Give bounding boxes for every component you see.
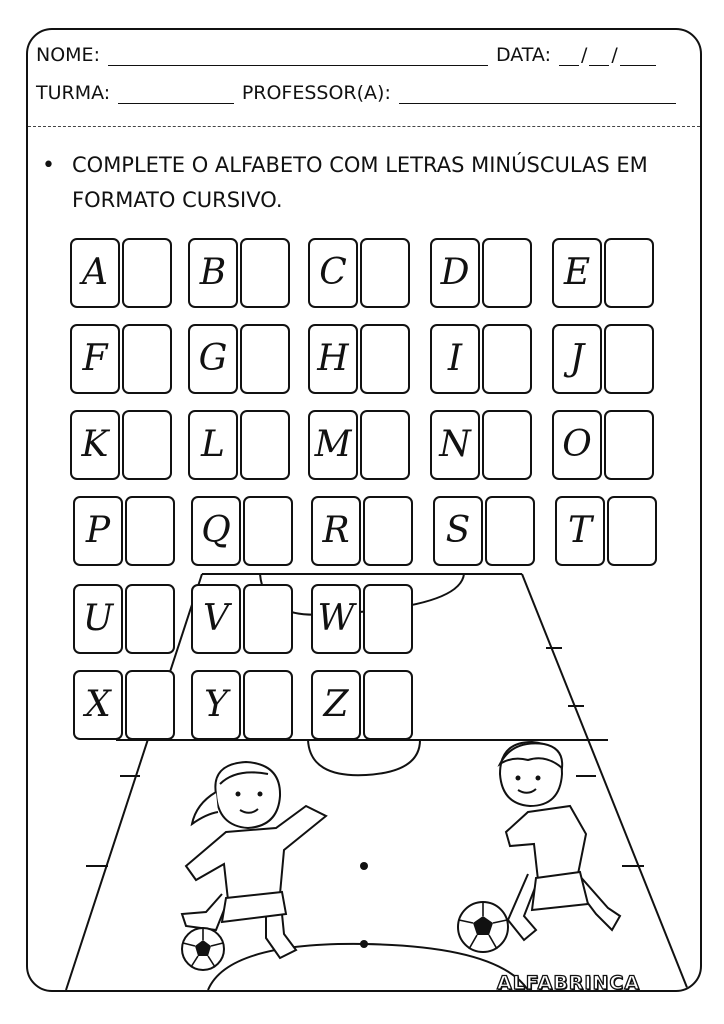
uppercase-letter: U — [82, 598, 114, 639]
lowercase-answer-box[interactable] — [485, 496, 535, 566]
letter-pair — [70, 238, 172, 308]
uppercase-letter-box — [552, 410, 602, 480]
uppercase-letter-box — [430, 410, 480, 480]
letter-pair — [191, 670, 293, 740]
lowercase-answer-box[interactable] — [360, 238, 410, 308]
lowercase-answer-box[interactable] — [363, 496, 413, 566]
uppercase-letter: Q — [201, 510, 231, 551]
logo: ALFABRINCA — [497, 972, 641, 994]
letter-pair — [73, 496, 175, 566]
uppercase-letter: M — [314, 424, 352, 465]
uppercase-letter-box — [430, 324, 480, 394]
lowercase-answer-box[interactable] — [125, 496, 175, 566]
uppercase-letter-box — [70, 238, 120, 308]
letter-pair — [552, 324, 654, 394]
letter-pair — [70, 324, 172, 394]
letter-pair — [191, 496, 293, 566]
uppercase-letter: C — [319, 252, 347, 293]
letter-pair — [311, 496, 413, 566]
lowercase-answer-box[interactable] — [482, 238, 532, 308]
uppercase-letter-box — [191, 496, 241, 566]
date-separator: / — [580, 44, 588, 66]
lowercase-answer-box[interactable] — [122, 324, 172, 394]
letter-pair — [552, 238, 654, 308]
uppercase-letter-box — [73, 670, 123, 740]
lowercase-answer-box[interactable] — [604, 238, 654, 308]
uppercase-letter: Y — [204, 684, 228, 725]
letter-pair — [311, 670, 413, 740]
lowercase-answer-box[interactable] — [604, 324, 654, 394]
uppercase-letter: R — [322, 510, 350, 551]
uppercase-letter: K — [81, 424, 109, 465]
uppercase-letter: H — [317, 338, 349, 379]
letter-pair — [188, 324, 290, 394]
uppercase-letter-box — [552, 238, 602, 308]
uppercase-letter-box — [308, 238, 358, 308]
letter-pair — [70, 410, 172, 480]
uppercase-letter: L — [201, 424, 225, 465]
uppercase-letter: X — [85, 684, 111, 725]
uppercase-letter-box — [70, 410, 120, 480]
uppercase-letter-box — [73, 584, 123, 654]
teacher-label: PROFESSOR(A): — [241, 82, 391, 104]
uppercase-letter-box — [70, 324, 120, 394]
uppercase-letter: I — [447, 338, 463, 379]
lowercase-answer-box[interactable] — [122, 238, 172, 308]
uppercase-letter: A — [82, 252, 108, 293]
lowercase-answer-box[interactable] — [240, 238, 290, 308]
uppercase-letter: Z — [323, 684, 349, 725]
uppercase-letter: N — [439, 424, 471, 465]
uppercase-letter: G — [198, 338, 228, 379]
uppercase-letter: S — [445, 510, 471, 551]
lowercase-answer-box[interactable] — [360, 410, 410, 480]
uppercase-letter-box — [188, 324, 238, 394]
lowercase-answer-box[interactable] — [125, 584, 175, 654]
uppercase-letter-box — [188, 238, 238, 308]
lowercase-answer-box[interactable] — [243, 584, 293, 654]
lowercase-answer-box[interactable] — [243, 670, 293, 740]
uppercase-letter: D — [440, 252, 470, 293]
uppercase-letter-box — [311, 670, 361, 740]
uppercase-letter-box — [433, 496, 483, 566]
lowercase-answer-box[interactable] — [240, 410, 290, 480]
letter-pair — [433, 496, 535, 566]
lowercase-answer-box[interactable] — [604, 410, 654, 480]
letter-pair — [430, 238, 532, 308]
lowercase-answer-box[interactable] — [482, 324, 532, 394]
uppercase-letter-box — [311, 584, 361, 654]
letter-pair — [430, 324, 532, 394]
letter-pair — [308, 238, 410, 308]
uppercase-letter-box — [308, 324, 358, 394]
bullet-icon: • — [42, 153, 55, 178]
letter-pair — [430, 410, 532, 480]
lowercase-answer-box[interactable] — [122, 410, 172, 480]
lowercase-answer-box[interactable] — [243, 496, 293, 566]
uppercase-letter-box — [73, 496, 123, 566]
lowercase-answer-box[interactable] — [607, 496, 657, 566]
uppercase-letter-box — [311, 496, 361, 566]
letter-pair — [188, 410, 290, 480]
letter-pair — [308, 410, 410, 480]
letter-pair — [308, 324, 410, 394]
uppercase-letter: B — [199, 252, 227, 293]
lowercase-answer-box[interactable] — [363, 584, 413, 654]
uppercase-letter-box — [191, 584, 241, 654]
uppercase-letter-box — [188, 410, 238, 480]
lowercase-answer-box[interactable] — [360, 324, 410, 394]
lowercase-answer-box[interactable] — [363, 670, 413, 740]
instruction-text: COMPLETE O ALFABETO COM LETRAS MINÚSCULAS EM FORMATO CURSIVO. — [72, 153, 648, 212]
lowercase-answer-box[interactable] — [482, 410, 532, 480]
uppercase-letter: F — [82, 338, 108, 379]
letter-pair — [552, 410, 654, 480]
uppercase-letter-box — [430, 238, 480, 308]
date-separator: / — [611, 44, 618, 66]
uppercase-letter-box — [552, 324, 602, 394]
name-label: NOME: — [36, 44, 100, 66]
uppercase-letter: W — [317, 598, 355, 639]
uppercase-letter: V — [203, 598, 229, 639]
letter-pair — [188, 238, 290, 308]
uppercase-letter-box — [555, 496, 605, 566]
uppercase-letter-box — [191, 670, 241, 740]
letter-pair — [191, 584, 293, 654]
letter-pair — [73, 584, 175, 654]
uppercase-letter: O — [562, 424, 592, 465]
uppercase-letter: J — [569, 338, 585, 379]
letter-pair — [311, 584, 413, 654]
lowercase-answer-box[interactable] — [240, 324, 290, 394]
date-label: DATA: — [495, 44, 551, 66]
uppercase-letter: E — [563, 252, 591, 293]
uppercase-letter-box — [308, 410, 358, 480]
uppercase-letter: T — [567, 510, 592, 551]
uppercase-letter: P — [85, 510, 111, 551]
lowercase-answer-box[interactable] — [125, 670, 175, 740]
letter-pair — [73, 670, 175, 740]
letter-pair — [555, 496, 657, 566]
class-label: TURMA: — [36, 82, 111, 104]
